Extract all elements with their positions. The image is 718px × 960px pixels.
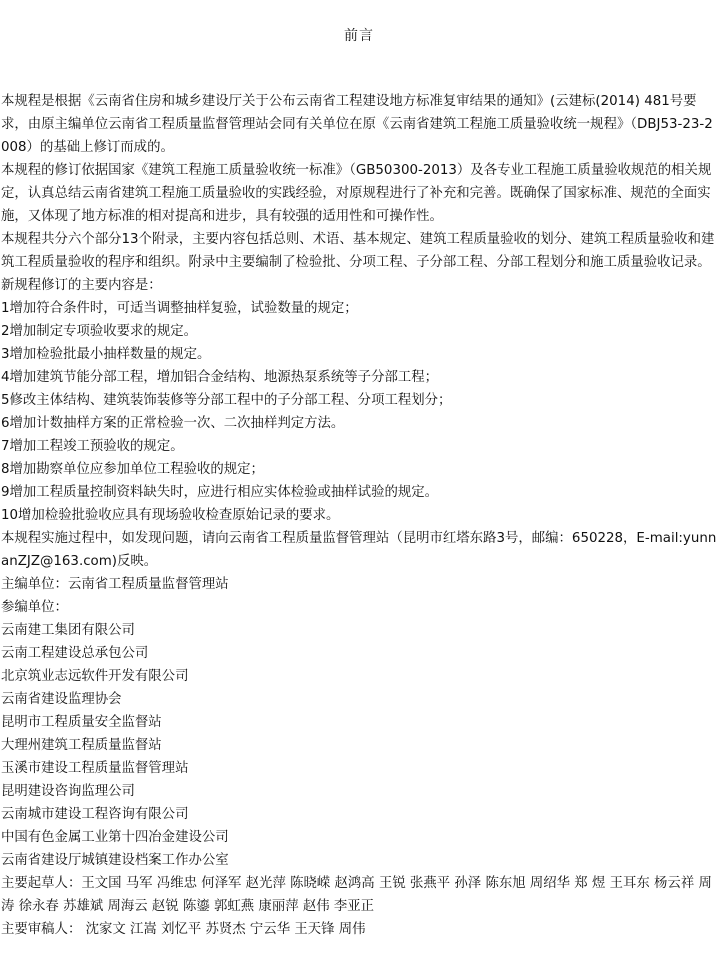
list-item: 7增加工程竣工预验收的规定。 [1, 439, 184, 454]
list-item: 昆明市工程质量安全监督站 [1, 715, 162, 730]
list-item: 玉溪市建设工程质量监督管理站 [1, 761, 189, 776]
list-item: 2增加制定专项验收要求的规定。 [1, 324, 197, 339]
document-body [1, 90, 717, 941]
list-item: 5修改主体结构、建筑装饰装修等分部工程中的子分部工程、分项工程划分； [1, 393, 452, 408]
list-item: 云南城市建设工程咨询有限公司 [1, 807, 189, 822]
list-item: 昆明建设咨询监理公司 [1, 784, 135, 799]
list-item: 9增加工程质量控制资料缺失时，应进行相应实体检验或抽样试验的规定。 [1, 485, 439, 500]
paragraph-contact: 本规程实施过程中，如发现问题，请向云南省工程质量监督管理站（昆明市红塔东路3号，邮编：650228，E-mail:yunnanZJZ@163.com)反映。 [1, 531, 717, 569]
paragraph-basis: 本规程是根据《云南省住房和城乡建设厅关于公布云南省工程建设地方标准复审结果的通知》(云建标(2014) 481号要求，由原主编单位云南省工程质量监督管理站会同有关单位在原《云南省建筑工程施工质量验收统一规程》（DBJ53-23-2008）的基础上修订而成的。 [1, 94, 713, 155]
list-item: 中国有色金属工业第十四冶金建设公司 [1, 830, 229, 845]
list-item: 云南省建设厅城镇建设档案工作办公室 [1, 853, 229, 868]
list-item: 云南建工集团有限公司 [1, 623, 135, 638]
list-item: 4增加建筑节能分部工程，增加铝合金结构、地源热泵系统等子分部工程； [1, 370, 439, 385]
list-item: 北京筑业志远软件开发有限公司 [1, 669, 189, 684]
participating-units-heading: 参编单位： [1, 600, 68, 615]
paragraph-structure: 本规程共分六个部分13个附录，主要内容包括总则、术语、基本规定、建筑工程质量验收的划分、建筑工程质量验收和建筑工程质量验收的程序和组织。附录中主要编制了检验批、分项工程、子分部工程、分部工程划分和施工质量验收记录。 [1, 232, 715, 270]
paragraph-revision-basis: 本规程的修订依据国家《建筑工程施工质量验收统一标准》（GB50300-2013）及各专业工程施工质量验收规范的相关规定，认真总结云南省建筑工程施工质量验收的实践经验，对原规程进行了补充和完善。既确保了国家标准、规范的全面实施，又体现了地方标准的相对提高和进步，具有较强的适用性和可操作性。 [1, 163, 712, 224]
page-title: 前言 [344, 28, 374, 44]
list-item: 云南工程建设总承包公司 [1, 646, 149, 661]
main-reviewers: 主要审稿人： 沈家文 江嵩 刘忆平 苏贤杰 宁云华 王天锋 周伟 [1, 922, 366, 937]
list-item: 6增加计数抽样方案的正常检验一次、二次抽样判定方法。 [1, 416, 345, 431]
paragraph-main-changes-heading: 新规程修订的主要内容是： [1, 278, 162, 293]
list-item: 8增加勘察单位应参加单位工程验收的规定； [1, 462, 264, 477]
list-item: 大理州建筑工程质量监督站 [1, 738, 162, 753]
list-item: 10增加检验批验收应具有现场验收检查原始记录的要求。 [1, 508, 340, 523]
main-drafters: 主要起草人：王文国 马军 冯维忠 何泽军 赵光萍 陈晓嵘 赵鸿高 王锐 张燕平 孙泽 陈东旭 周绍华 郑 煜 王耳东 杨云祥 周涛 徐永春 苏雄斌 周海云 赵锐 陈鎏 郭虹燕 康丽萍 赵伟 李亚正 [1, 876, 712, 914]
list-item: 云南省建设监理协会 [1, 692, 122, 707]
list-item: 3增加检验批最小抽样数量的规定。 [1, 347, 211, 362]
list-item: 1增加符合条件时，可适当调整抽样复验，试验数量的规定； [1, 301, 358, 316]
chief-editor-unit: 主编单位：云南省工程质量监督管理站 [1, 577, 229, 592]
